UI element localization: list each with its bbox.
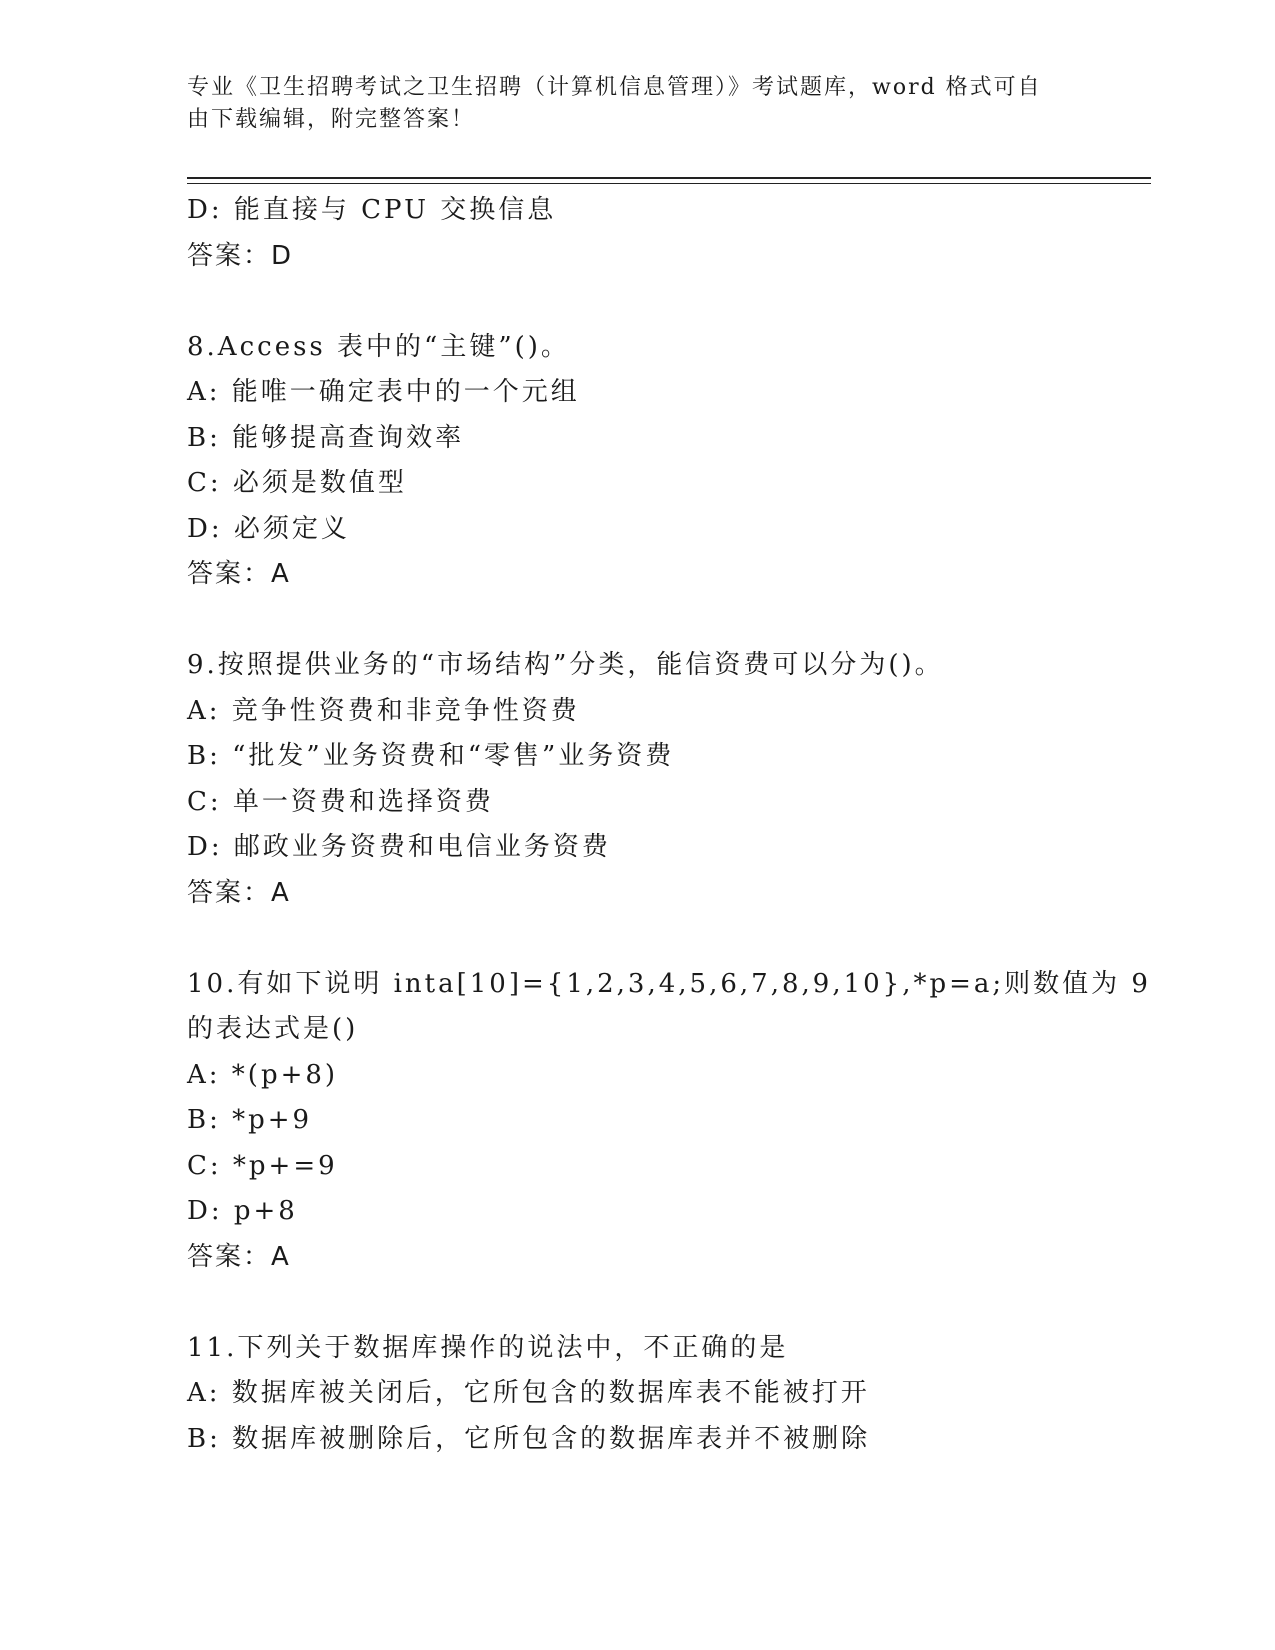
spacer xyxy=(187,1280,1107,1326)
question-9-option-b: B: “批发”业务资费和“零售”业务资费 xyxy=(187,741,675,771)
question-8-option-c: C: 必须是数值型 xyxy=(187,468,407,498)
question-7-option-d: D: 能直接与 CPU 交换信息 xyxy=(187,195,557,225)
question-10-stem-line-1: 10.有如下说明 inta[10]={1,2,3,4,5,6,7,8,9,10},*p=a;则数值为 9 xyxy=(187,968,1151,999)
question-list xyxy=(187,188,1151,1462)
question-8 xyxy=(187,325,1107,598)
question-10-stem-line-2: 的表达式是() xyxy=(187,1014,359,1044)
question-10 xyxy=(187,962,1151,1281)
question-9-stem: 9.按照提供业务的“市场结构”分类，能信资费可以分为()。 xyxy=(187,650,944,680)
question-8-option-b: B: 能够提高查询效率 xyxy=(187,422,465,453)
question-10-option-c: C: *p+=9 xyxy=(187,1150,338,1181)
question-11 xyxy=(187,1326,1107,1463)
spacer xyxy=(187,279,1107,325)
question-9-option-c: C: 单一资费和选择资费 xyxy=(187,786,494,817)
question-8-option-d: D: 必须定义 xyxy=(187,513,350,544)
question-9-option-d: D: 邮政业务资费和电信业务资费 xyxy=(187,832,611,862)
question-10-option-b: B: *p+9 xyxy=(187,1105,313,1135)
question-9 xyxy=(187,643,1107,916)
question-7-answer: 答案：D xyxy=(187,240,294,271)
question-10-answer: 答案：A xyxy=(187,1241,291,1272)
question-8-answer: 答案：A xyxy=(187,559,291,589)
question-11-option-b: B: 数据库被删除后，它所包含的数据库表并不被删除 xyxy=(187,1423,871,1454)
header-line-1: 专业《卫生招聘考试之卫生招聘（计算机信息管理）》考试题库，word 格式可自 xyxy=(187,75,1042,100)
question-11-stem: 11.下列关于数据库操作的说法中，不正确的是 xyxy=(187,1332,789,1363)
question-8-stem: 8.Access 表中的“主键”()。 xyxy=(187,331,570,362)
question-10-option-a: A: *(p+8) xyxy=(187,1059,339,1090)
question-7-tail xyxy=(187,188,1107,279)
document-header xyxy=(187,72,1067,136)
header-divider-thick xyxy=(187,177,1151,179)
question-8-option-a: A: 能唯一确定表中的一个元组 xyxy=(187,377,580,407)
question-9-option-a: A: 竞争性资费和非竞争性资费 xyxy=(187,695,580,726)
question-11-option-a: A: 数据库被关闭后，它所包含的数据库表不能被打开 xyxy=(187,1378,870,1408)
header-divider-thin xyxy=(187,183,1151,184)
header-line-2: 由下载编辑，附完整答案！ xyxy=(187,107,476,132)
spacer xyxy=(187,916,1107,962)
spacer xyxy=(187,598,1107,644)
question-9-answer: 答案：A xyxy=(187,877,291,908)
question-10-option-d: D: p+8 xyxy=(187,1196,298,1226)
